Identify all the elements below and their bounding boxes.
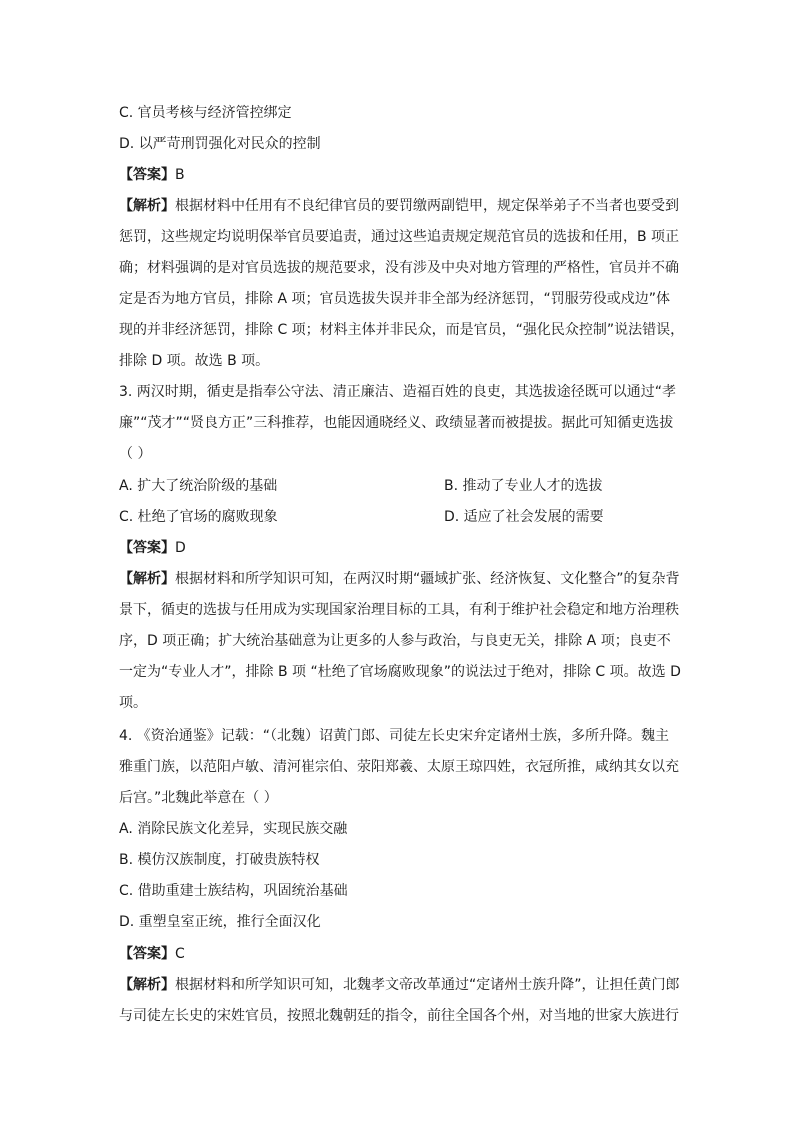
q2-analysis-line [119, 196, 679, 216]
answer-label: 【答案】 [119, 167, 175, 183]
q4-analysis-line [119, 975, 679, 995]
q3-analysis-line: 项。 [119, 695, 147, 711]
q2-analysis-line: 惩罚，这些规定均说明保举官员要追责，通过这些追责规定规范官员的选拔和任用，B 项正 [119, 229, 680, 245]
q4-option-c: C. 借助重建士族结构，巩固统治基础 [119, 883, 348, 899]
q2-option-d: D. 以严苛刑罚强化对民众的控制 [119, 136, 321, 152]
q3-answer [119, 538, 679, 558]
q4-option-b: B. 模仿汉族制度，打破贵族特权 [119, 852, 320, 868]
q3-stem-line: 廉”“茂才”“贤良方正”三科推荐，也能因通晓经义、政绩显著而被提拔。据此可知循吏选拔 [119, 415, 674, 431]
q3-option-d: D. 适应了社会发展的需要 [444, 509, 604, 525]
analysis-text: 根据材料和所学知识可知，北魏孝文帝改革通过“定诸州士族升降”，让担任黄门郎 [175, 977, 680, 993]
q3-option-c: C. 杜绝了官场的腐败现象 [119, 509, 278, 525]
answer-label: 【答案】 [119, 946, 175, 962]
q3-stem-line: （ ） [119, 446, 152, 462]
answer-value: B [175, 167, 185, 183]
q4-option-a: A. 消除民族文化差异，实现民族交融 [119, 821, 348, 837]
q4-option-d: D. 重塑皇室正统，推行全面汉化 [119, 914, 321, 930]
q4-stem-line: 后宫。”北魏此举意在（ ） [119, 790, 278, 806]
q3-analysis-line: 一定为“专业人才”，排除 B 项 “杜绝了官场腐败现象”的说法过于绝对，排除 C 项。故选 D [119, 664, 681, 680]
analysis-text: 根据材料和所学知识可知，在两汉时期“疆域扩张、经济恢复、文化整合”的复杂背 [175, 571, 680, 587]
q4-stem-line: 4. 《资治通鉴》记载：“（北魏）诏黄门郎、司徒左长史宋弁定诸州士族，多所升降。魏主 [119, 728, 670, 744]
q2-option-c: C. 官员考核与经济管控绑定 [119, 105, 292, 121]
q3-option-b: B. 推动了专业人才的选拔 [444, 478, 603, 494]
q2-analysis-line: 排除 D 项。故选 B 项。 [119, 353, 270, 369]
analysis-label: 【解析】 [119, 198, 175, 214]
q2-analysis-line: 确；材料强调的是对官员选拔的规范要求，没有涉及中央对地方管理的严格性，官员并不确 [119, 260, 679, 276]
q3-analysis-line [119, 569, 679, 589]
q3-analysis-line: 序，D 项正确；扩大统治基础意为让更多的人参与政治，与良吏无关，排除 A 项；良吏不 [119, 633, 671, 649]
q4-answer [119, 944, 679, 964]
analysis-text: 根据材料中任用有不良纪律官员的要罚缴两副铠甲，规定保举弟子不当者也要受到 [175, 198, 679, 214]
q4-stem-line: 雅重门族，以范阳卢敏、清河崔宗伯、荥阳郑羲、太原王琼四姓，衣冠所推，咸纳其女以充 [119, 759, 679, 775]
q3-analysis-line: 景下，循吏的选拔与任用成为实现国家治理目标的工具，有利于维护社会稳定和地方治理秩 [119, 602, 679, 618]
analysis-label: 【解析】 [119, 571, 175, 587]
q2-analysis-line: 定是否为地方官员，排除 A 项；官员选拔失误并非全部为经济惩罚，“罚服劳役或戍边”体 [119, 291, 670, 307]
q2-analysis-line: 现的并非经济惩罚，排除 C 项；材料主体并非民众，而是官员，“强化民众控制”说法错误， [119, 322, 685, 338]
q2-answer [119, 165, 679, 185]
q3-stem-line: 3. 两汉时期，循吏是指奉公守法、清正廉洁、造福百姓的良吏，其选拔途径既可以通过“孝 [119, 384, 677, 400]
q3-options-row [119, 476, 679, 496]
analysis-label: 【解析】 [119, 977, 175, 993]
answer-value: C [175, 946, 185, 962]
answer-value: D [175, 540, 186, 556]
q3-options-row [119, 507, 679, 527]
q4-analysis-line: 与司徒左长史的宋姓官员，按照北魏朝廷的指令，前往全国各个州，对当地的世家大族进行 [119, 1008, 679, 1024]
answer-label: 【答案】 [119, 540, 175, 556]
q3-option-a: A. 扩大了统治阶级的基础 [119, 478, 278, 494]
